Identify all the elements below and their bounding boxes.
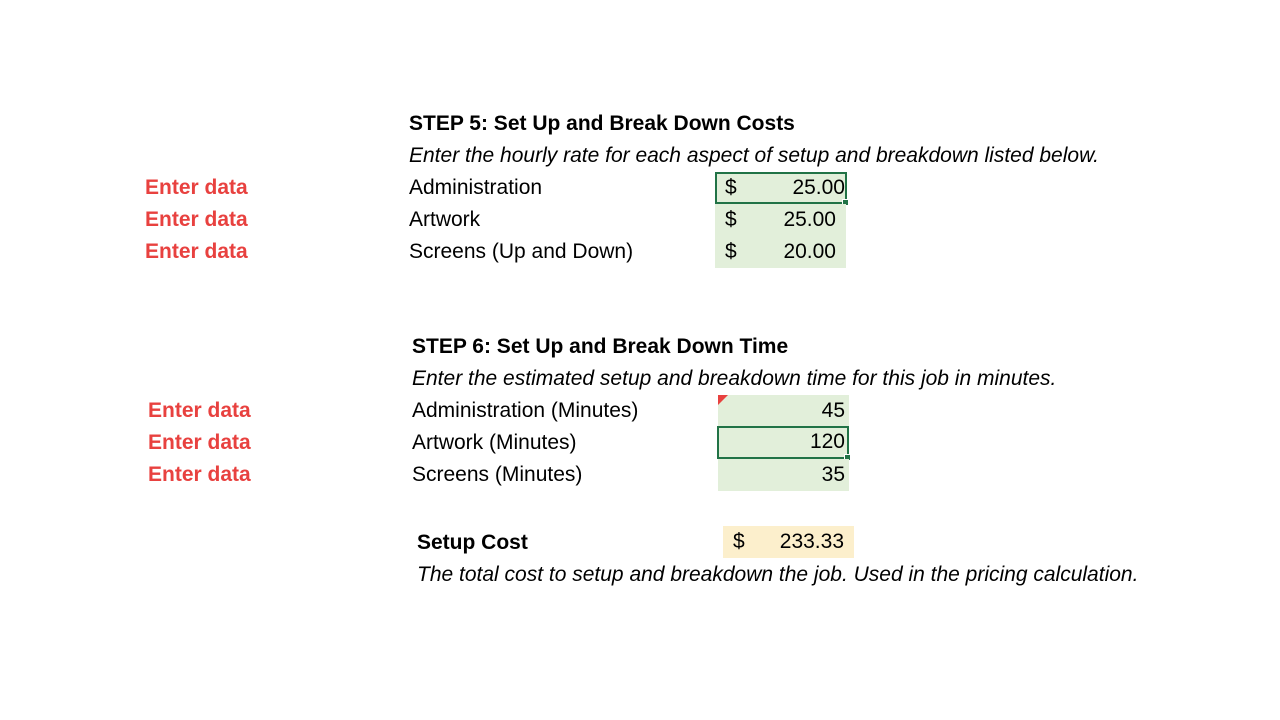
- step5-screens-rate-cell[interactable]: [715, 236, 846, 268]
- step6-hint-screens: Enter data: [148, 463, 251, 486]
- setup-cost-description: The total cost to setup and breakdown the job. Used in the pricing calculation.: [417, 563, 1139, 586]
- step6-label-administration: Administration (Minutes): [412, 399, 639, 422]
- step6-title: STEP 6: Set Up and Break Down Time: [412, 335, 789, 358]
- step6-label-screens: Screens (Minutes): [412, 463, 583, 486]
- currency-symbol: $: [725, 208, 737, 231]
- setup-cost-value: 233.33: [779, 530, 844, 553]
- step5-instruction: Enter the hourly rate for each aspect of setup and breakdown listed below.: [409, 144, 1099, 167]
- step6-hint-administration: Enter data: [148, 399, 251, 422]
- step5-artwork-rate-cell[interactable]: [715, 204, 846, 236]
- step6-label-artwork: Artwork (Minutes): [412, 431, 577, 454]
- step5-hint-artwork: Enter data: [145, 208, 248, 231]
- minutes-value: 35: [821, 463, 845, 486]
- step6-hint-artwork: Enter data: [148, 431, 251, 454]
- step5-label-administration: Administration: [409, 176, 543, 199]
- step5-hint-screens: Enter data: [145, 240, 248, 263]
- step6-instruction: Enter the estimated setup and breakdown time for this job in minutes.: [412, 367, 1057, 390]
- rate-value: 25.00: [792, 176, 845, 199]
- step6-artwork-minutes-cell[interactable]: [717, 426, 849, 459]
- currency-symbol: $: [725, 240, 737, 263]
- step5-title: STEP 5: Set Up and Break Down Costs: [409, 112, 795, 135]
- rate-value: 20.00: [783, 240, 836, 263]
- setup-cost-result-cell[interactable]: [723, 526, 854, 558]
- step5-label-screens: Screens (Up and Down): [409, 240, 634, 263]
- comment-indicator-icon[interactable]: [718, 395, 728, 405]
- step6-screens-minutes-cell[interactable]: [718, 459, 849, 491]
- minutes-value: 120: [809, 430, 845, 453]
- rate-value: 25.00: [783, 208, 836, 231]
- step6-administration-minutes-cell[interactable]: [718, 395, 849, 427]
- step5-label-artwork: Artwork: [409, 208, 481, 231]
- currency-symbol: $: [733, 530, 745, 553]
- setup-cost-label: Setup Cost: [417, 531, 528, 554]
- currency-symbol: $: [725, 176, 737, 199]
- minutes-value: 45: [821, 399, 845, 422]
- step5-administration-rate-cell[interactable]: [715, 172, 847, 204]
- step5-hint-administration: Enter data: [145, 176, 248, 199]
